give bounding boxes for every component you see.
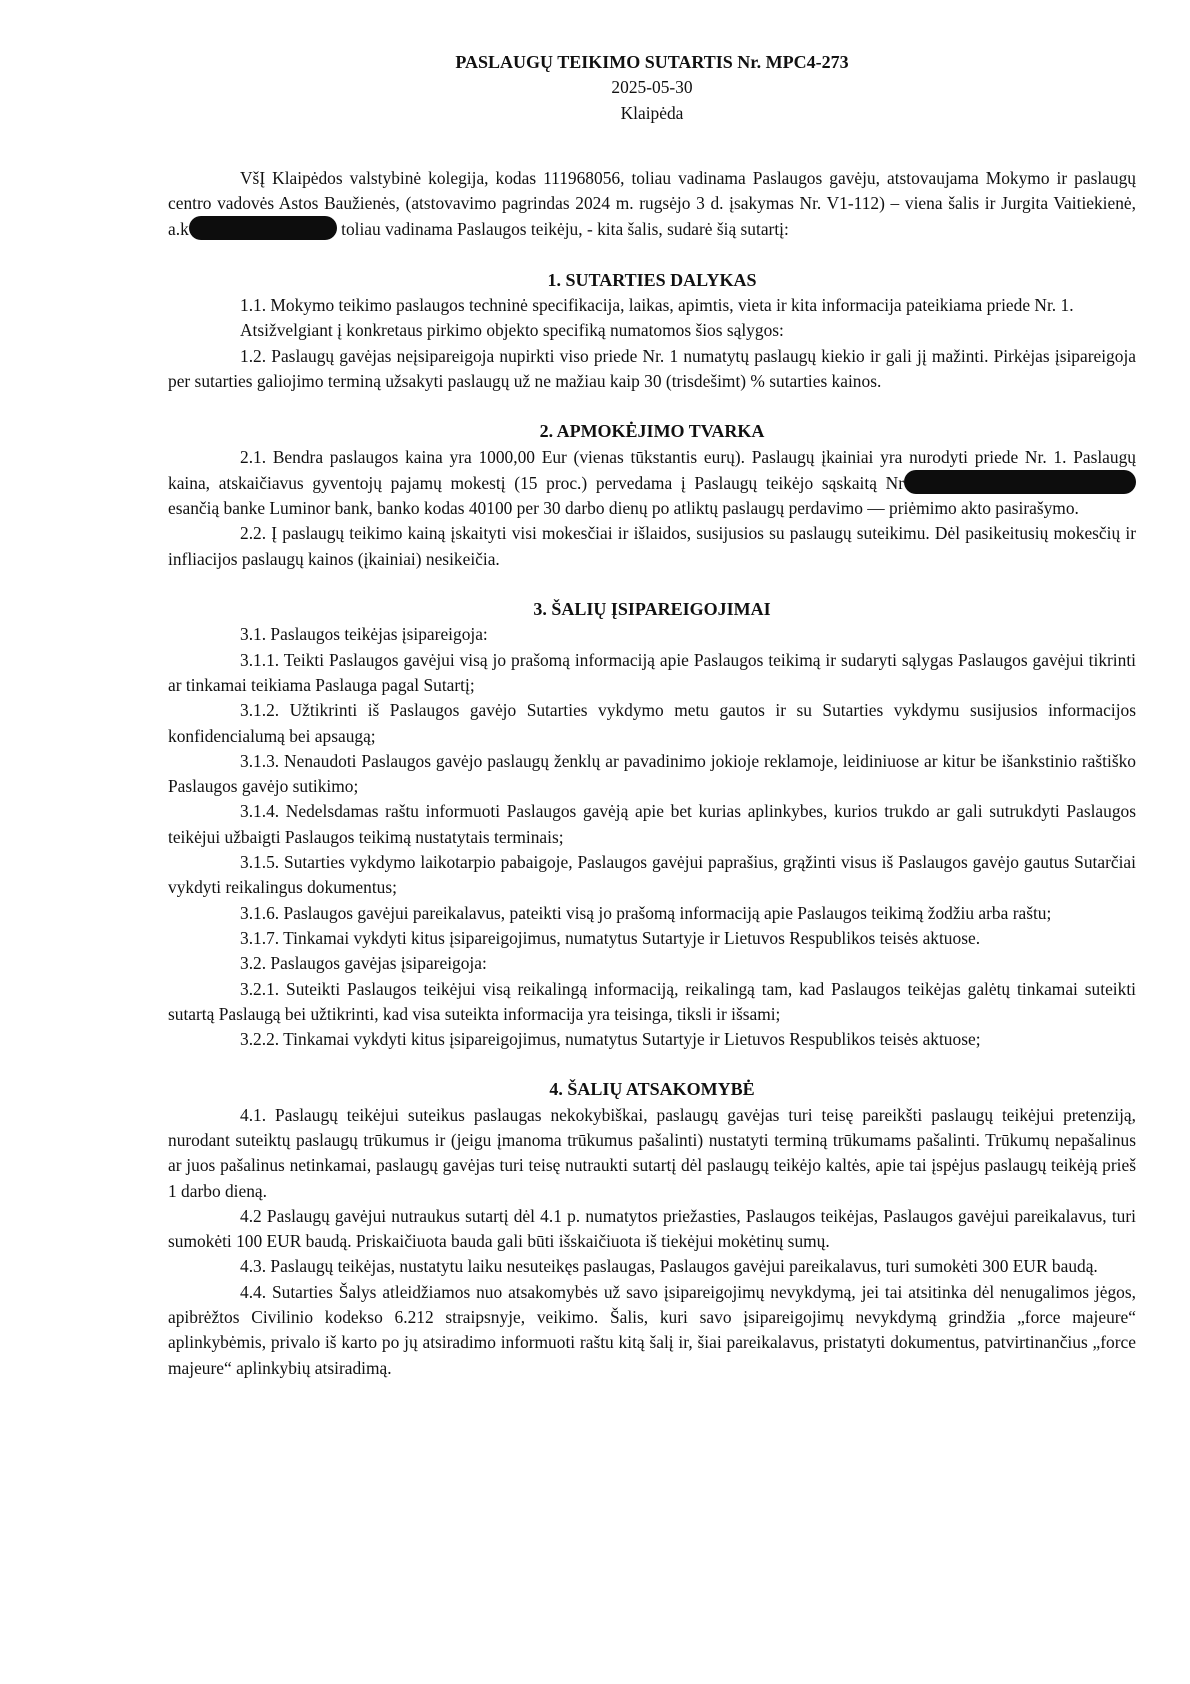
clause-3-1-4: 3.1.4. Nedelsdamas raštu informuoti Paslaugos gavėją apie bet kurias aplinkybes, kurios trukdo ar gali sutrukdyti Paslaugos teikėjui užbaigti Paslaugos teikimą nustatytais terminais; xyxy=(168,801,1136,847)
contract-page xyxy=(168,50,1136,1381)
clause-1-note: Atsižvelgiant į konkretaus pirkimo objekto specifiką numatomos šios sąlygos: xyxy=(240,320,784,341)
clause-3-1-6: 3.1.6. Paslaugos gavėjui pareikalavus, pateikti visą jo prašomą informaciją apie Paslaugos teikimą žodžiu arba raštu; xyxy=(240,902,1052,923)
clause-3-1: 3.1. Paslaugos teikėjas įsipareigoja: xyxy=(240,624,488,645)
clause-4-4: 4.4. Sutarties Šalys atleidžiamos nuo atsakomybės už savo įsipareigojimų nevykdymą, jei tai atsitinka dėl nenugalimos jėgos, apibrėžtos Civilinio kodekso 6.212 straipsnyje, veikimo. Šalis, kuri savo įsipareigojimų nevykdymą grindžia „force majeure“ aplinkybėmis, privalo iš karto po jų atsiradimo informuoti raštu kitą šalį ir, šiai pareikalavus, pristatyti dokumentus, patvirtinančius „force majeure“ aplinkybių atsiradimą. xyxy=(168,1281,1136,1378)
clause-3-2: 3.2. Paslaugos gavėjas įsipareigoja: xyxy=(240,953,487,974)
contract-date: 2025-05-30 xyxy=(611,77,693,98)
redacted-personal-code xyxy=(189,216,337,240)
clause-4-1: 4.1. Paslaugų teikėjui suteikus paslaugas nekokybiškai, paslaugų gavėjas turi teisę pareikšti paslaugų teikėjui pretenziją, nurodant suteiktų paslaugų trūkumus ir (jeigu įmanoma trūkumus pašalinti) nustatyti terminą trūkumams pašalinti. Trūkumų nepašalinus ar juos pašalinus netinkamai, paslaugų gavėjas turi teisę nutraukti sutartį dėl paslaugų teikėjo kaltės, apie tai įspėjus paslaugų teikėją prieš 1 darbo dieną. xyxy=(168,1104,1136,1201)
intro-text-2: toliau vadinama Paslaugos teikėju, - kita šalis, sudarė šią sutartį: xyxy=(336,219,789,240)
clause-3-1-1: 3.1.1. Teikti Paslaugos gavėjui visą jo prašomą informaciją apie Paslaugos teikimą ir sudaryti sąlygas Paslaugos gavėjui tikrinti ar tinkamai teikiama Paslauga pagal Sutartį; xyxy=(168,649,1136,695)
contract-title: PASLAUGŲ TEIKIMO SUTARTIS Nr. MPC4-273 xyxy=(455,52,849,72)
clause-1-2: 1.2. Paslaugų gavėjas neįsipareigoja nupirkti viso priede Nr. 1 numatytų paslaugų kiekio ir gali jį mažinti. Pirkėjas įsipareigoja per sutarties galiojimo terminą užsakyti paslaugų už ne mažiau kaip 30 (trisdešimt) % sutarties kainos. xyxy=(168,345,1136,391)
clause-2-2: 2.2. Į paslaugų teikimo kainą įskaityti visi mokesčiai ir išlaidos, susijusios su paslaugų suteikimu. Dėl pasikeitusių mokesčių ir infliacijos paslaugų kainos (įkainiai) nesikeičia. xyxy=(168,523,1136,569)
clause-3-1-5: 3.1.5. Sutarties vykdymo laikotarpio pabaigoje, Paslaugos gavėjui paprašius, grąžinti visus iš Paslaugos gavėjo gautus Sutarčiai vykdyti reikalingus dokumentus; xyxy=(168,852,1136,898)
clause-3-1-7: 3.1.7. Tinkamai vykdyti kitus įsipareigojimus, numatytus Sutartyje ir Lietuvos Respublikos teisės aktuose. xyxy=(240,927,981,948)
clause-3-2-1: 3.2.1. Suteikti Paslaugos teikėjui visą reikalingą informaciją, reikalingą tam, kad Paslaugos teikėjas galėtų tinkamai suteikti sutartą Paslaugą bei užtikrinti, kad visa suteikta informacija yra teisinga, tiksli ir išsami; xyxy=(168,978,1136,1024)
clause-2-1 xyxy=(168,445,1136,522)
intro-text-1: VšĮ Klaipėdos valstybinė kolegija, kodas 111968056, toliau vadinama Paslaugos gavėju, atstovaujama Mokymo ir paslaugų centro vadovės Astos Baužienės, (atstovavimo pagrindas 2024 m. rugsėjo 3 d. įsakymas Nr. V1-112) – viena šalis ir Jurgita Vaitiekienė, a.k xyxy=(168,167,1136,240)
clause-2-1-text-1: 2.1. Bendra paslaugos kaina yra 1000,00 Eur (vienas tūkstantis eurų). Paslaugų įkainiai yra nurodyti priede Nr. 1. Paslaugų kaina, atskaičiavus gyventojų pajamų mokestį (15 proc.) pervedama į Paslaugų teikėjo sąskaitą Nr xyxy=(168,446,1136,493)
section-1-heading: 1. SUTARTIES DALYKAS xyxy=(547,269,757,290)
clause-3-1-2: 3.1.2. Užtikrinti iš Paslaugos gavėjo Sutarties vykdymo metu gautos ir su Sutarties vykdymu susijusios informacijos konfidencialumą bei apsaugą; xyxy=(168,700,1136,746)
section-3-heading: 3. ŠALIŲ ĮSIPAREIGOJIMAI xyxy=(533,599,771,620)
clause-2-1-text-2: esančią banke Luminor bank, banko kodas 40100 per 30 darbo dienų po atliktų paslaugų perdavimo — priėmimo akto pasirašymo. xyxy=(168,498,1079,519)
section-2-heading: 2. APMOKĖJIMO TVARKA xyxy=(539,421,765,442)
redacted-bank-account xyxy=(904,470,1136,494)
section-4-heading: 4. ŠALIŲ ATSAKOMYBĖ xyxy=(549,1079,755,1100)
clause-1-1: 1.1. Mokymo teikimo paslaugos techninė specifikacija, laikas, apimtis, vieta ir kita informacija pateikiama priede Nr. 1. xyxy=(240,295,1074,316)
clause-4-2: 4.2 Paslaugų gavėjui nutraukus sutartį dėl 4.1 p. numatytos priežasties, Paslaugos teikėjas, Paslaugos gavėjui pareikalavus, turi sumokėti 100 EUR baudą. Priskaičiuota bauda gali būti išskaičiuota iš tiekėjui mokėtinų sumų. xyxy=(168,1205,1136,1252)
contract-city: Klaipėda xyxy=(620,102,684,123)
clause-3-2-2: 3.2.2. Tinkamai vykdyti kitus įsipareigojimus, numatytus Sutartyje ir Lietuvos Respublikos teisės aktuose; xyxy=(240,1029,981,1050)
clause-4-3: 4.3. Paslaugų teikėjas, nustatytu laiku nesuteikęs paslaugas, Paslaugos gavėjui pareikalavus, turi sumokėti 300 EUR baudą. xyxy=(240,1256,1098,1277)
intro-paragraph xyxy=(168,166,1136,243)
clause-3-1-3: 3.1.3. Nenaudoti Paslaugos gavėjo paslaugų ženklų ar pavadinimo jokioje reklamoje, leidiniuose ar kitur be išankstinio raštiško Paslaugos gavėjo sutikimo; xyxy=(168,750,1136,797)
